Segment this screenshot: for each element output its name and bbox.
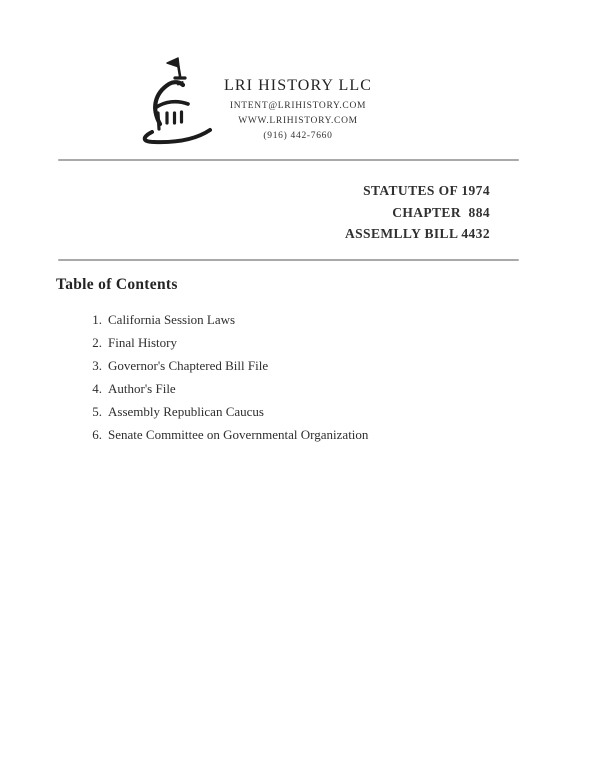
toc-item-label: Governor's Chaptered Bill File xyxy=(108,358,269,373)
toc-item xyxy=(88,354,508,377)
toc-item-number: 1. xyxy=(92,312,102,327)
toc-item-label: Author's File xyxy=(108,381,176,396)
toc-title: Table of Contents xyxy=(56,276,178,293)
company-phone: (916) 442-7660 xyxy=(263,131,333,141)
toc-item-number: 3. xyxy=(92,358,102,373)
toc-item-label: Assembly Republican Caucus xyxy=(108,404,264,419)
toc-item-number: 6. xyxy=(92,427,102,442)
toc-item-number: 4. xyxy=(92,381,102,396)
toc-item-number: 5. xyxy=(92,404,102,419)
chapter-line: CHAPTER 884 xyxy=(392,204,490,220)
statutes-line: STATUTES OF 1974 xyxy=(363,183,490,198)
toc-item xyxy=(88,400,508,423)
toc-item xyxy=(88,331,508,354)
assembly-bill-line: ASSEMLLY BILL 4432 xyxy=(344,226,490,241)
company-email: INTENT@LRIHISTORY.COM xyxy=(229,101,367,111)
toc-item-label: California Session Laws xyxy=(108,312,236,327)
divider-bottom xyxy=(58,259,519,261)
divider-top xyxy=(58,159,519,161)
company-website: WWW.LRIHISTORY.COM xyxy=(238,116,358,126)
toc-list xyxy=(88,308,508,446)
company-name: LRI HISTORY LLC xyxy=(223,77,373,94)
toc-item xyxy=(88,423,508,446)
toc-item-label: Senate Committee on Governmental Organization xyxy=(108,427,369,442)
toc-item xyxy=(88,308,508,331)
toc-item-number: 2. xyxy=(92,335,102,350)
statute-reference xyxy=(345,180,490,245)
toc-item xyxy=(88,377,508,400)
letterhead xyxy=(173,75,423,144)
toc-item-label: Final History xyxy=(108,335,177,350)
